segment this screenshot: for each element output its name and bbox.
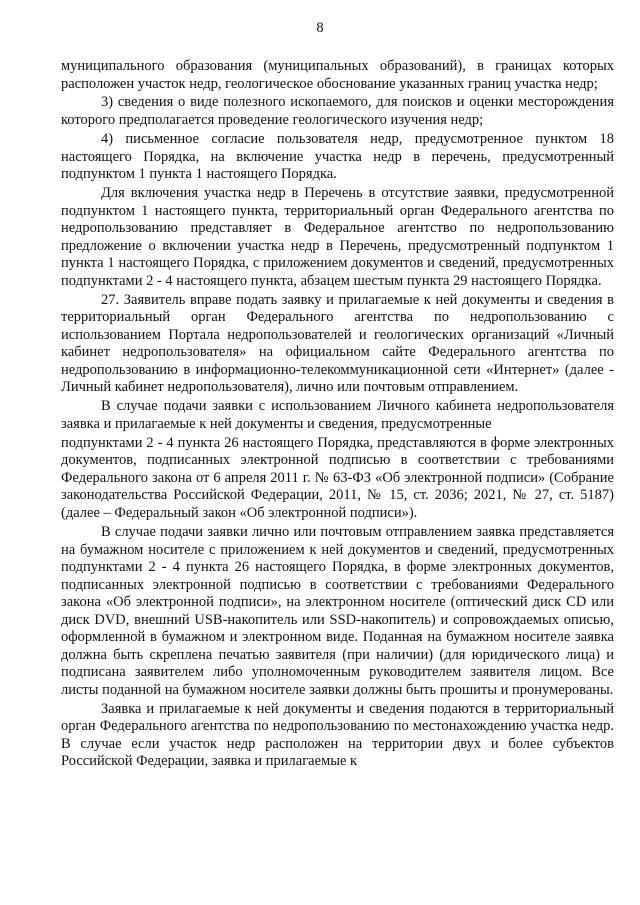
paragraph: 27. Заявитель вправе подать заявку и прилагаемые к ней документы и сведения в территориальный орган Федерального агентства по недропользованию с использованием Портала недропользователей и геологических организаций «Личный кабинет недропользователя» на официальном сайте Федерального агентства по недропользованию в информационно-телекоммуникационной сети «Интернет» (далее - Личный кабинет недропользователя), лично или почтовым отправлением. (61, 291, 614, 396)
paragraph: 4) письменное согласие пользователя недр, предусмотренное пунктом 18 настоящего Порядка, на включение участка недр в перечень, предусмотренный подпунктом 1 пункта 1 настоящего Порядка. (61, 130, 614, 183)
paragraph: В случае подачи заявки лично или почтовым отправлением заявка представляется на бумажном носителе с приложением к ней документов и сведений, предусмотренных подпунктами 2 - 4 пункта 26 настоящего Порядка, в форме электронных документов, подписанных электронной подписью в соответствии с требованиями Федерального закона «Об электронной подписи», на электронном носителе (оптический диск CD или диск DVD, внешний USB-накопитель или SSD-накопитель) и сопровождаемых описью, оформленной в бумажном и электронном виде. Поданная на бумажном носителе заявка должна быть скреплена печатью заявителя (при наличии) (для юридического лица) и подписана заявителем либо уполномоченным руководителем заявителя лицом. Все листы поданной на бумажном носителе заявки должны быть прошиты и пронумерованы. (61, 523, 614, 698)
page-number: 8 (316, 20, 324, 36)
paragraph: подпунктами 2 - 4 пункта 26 настоящего Порядка, представляются в форме электронных документов, подписанных электронной подписью в соответствии с требованиями Федерального закона от 6 апреля 2011 г. № 63-ФЗ «Об электронной подписи» (Собрание законодательства Российской Федерации, 2011, № 15, ст. 2036; 2021, № 27, ст. 5187) (далее – Федеральный закон «Об электронной подписи»). (61, 434, 614, 522)
paragraph: 3) сведения о виде полезного ископаемого, для поисков и оценки месторождения которого предполагается проведение геологического изучения недр; (61, 94, 614, 129)
paragraph: Для включения участка недр в Перечень в отсутствие заявки, предусмотренной подпунктом 1 настоящего пункта, территориальный орган Федерального агентства по недропользованию представляет в Федеральное агентство по недропользованию предложение о включении участка недр в Перечень, предусмотренный подпунктом 1 пункта 1 настоящего Порядка, с приложением документов и сведений, предусмотренных подпунктами 2 - 4 настоящего пункта, абзацем шестым пункта 29 настоящего Порядка. (61, 185, 614, 289)
paragraph: муниципального образования (муниципальных образований), в границах которых расположен участок недр, геологическое обоснование указанных границ участка недр; (61, 58, 614, 92)
paragraph: Заявка и прилагаемые к ней документы и сведения подаются в территориальный орган Федерального агентства по недропользованию по местонахождению участка недр. В случае если участок недр расположен на территории двух и более субъектов Российской Федерации, заявка и прилагаемые к (61, 700, 614, 770)
paragraph: В случае подачи заявки с использованием Личного кабинета недропользователя заявка и прилагаемые к ней документы и сведения, предусмотренные (61, 398, 614, 432)
document-body (61, 58, 614, 772)
